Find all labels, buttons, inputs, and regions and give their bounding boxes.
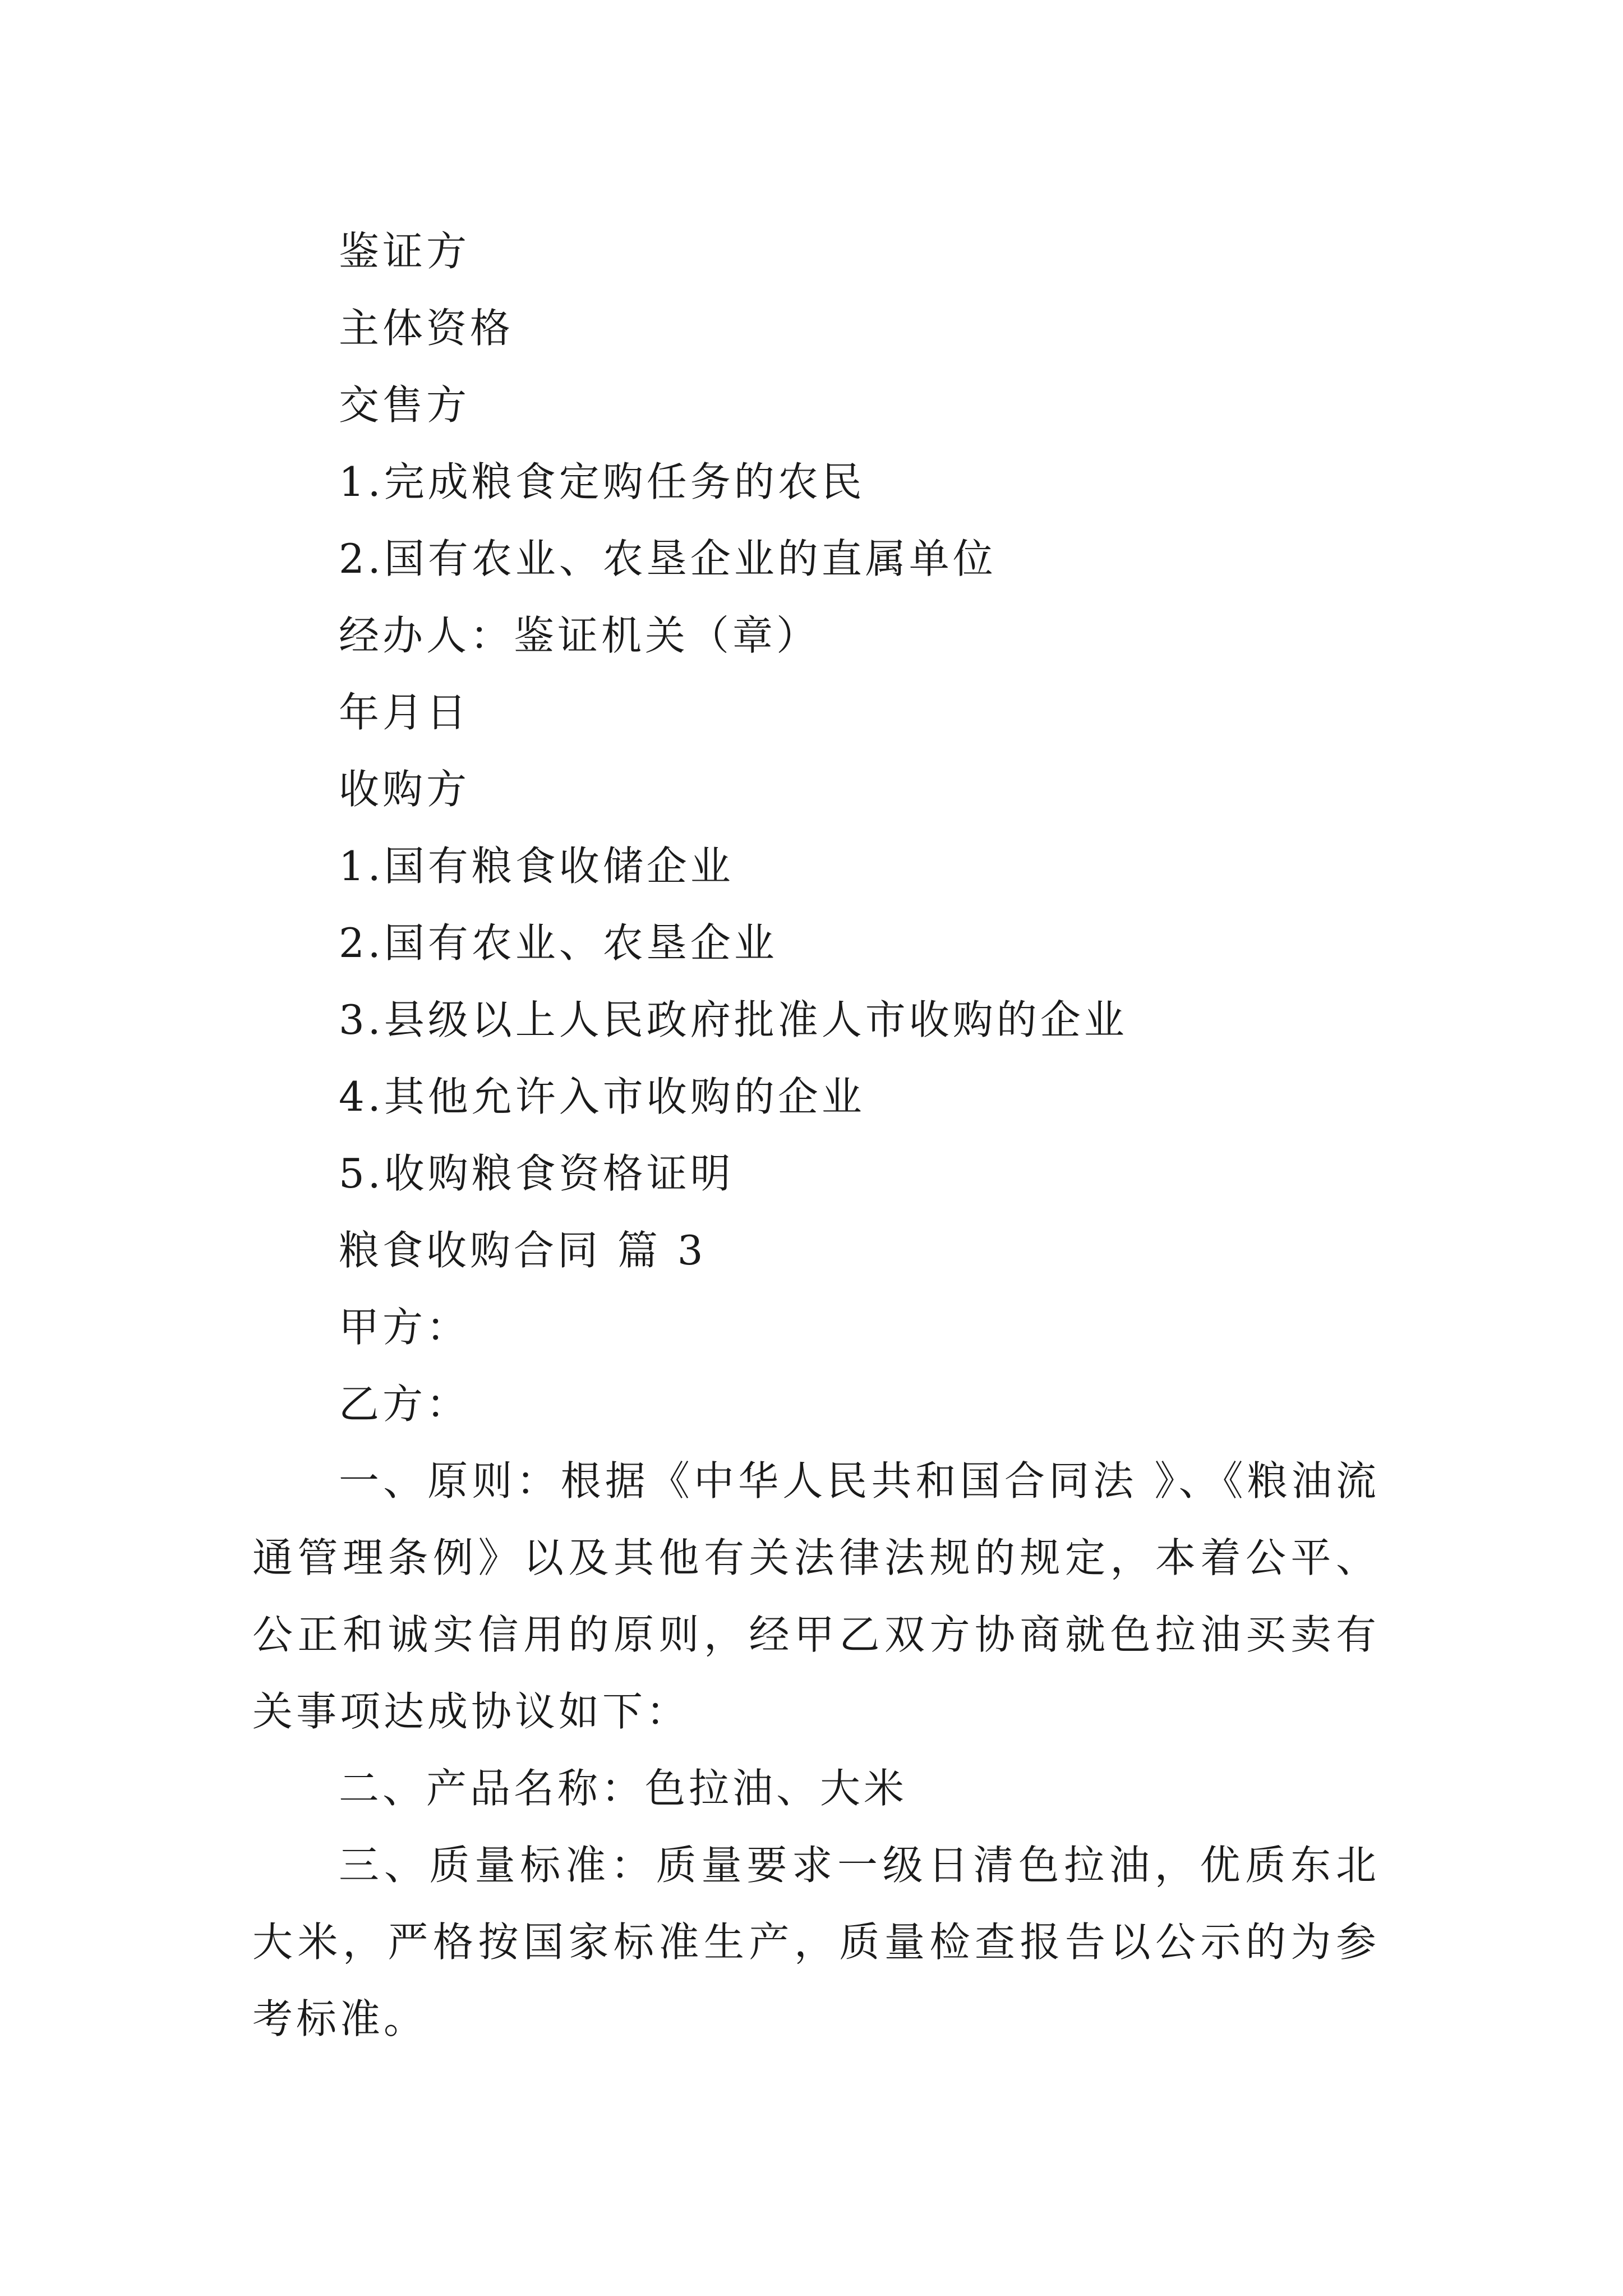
text-line: 经办人：鉴证机关（章） <box>339 612 820 659</box>
list-item: 2.国有农业、农垦企业的直属单位 <box>339 535 997 582</box>
list-item: 1.完成粮食定购任务的农民 <box>339 458 865 505</box>
list-item: 4.其他允许入市收购的企业 <box>339 1073 865 1120</box>
paragraph: 一、原则：根据《中华人民共和国合同法 》、《粮油流通管理条例》以及其他有关法律法规的规定，本着公平、公正和诚实信用的原则，经甲乙双方协商就色拉油买卖有关事项达成协议如下： <box>252 1457 1380 1735</box>
section-title: 粮食收购合同 篇 3 <box>339 1227 707 1274</box>
list-item: 1.国有粮食收储企业 <box>339 843 734 890</box>
list-item: 5.收购粮食资格证明 <box>339 1150 734 1197</box>
text-line: 主体资格 <box>339 305 514 352</box>
text-line: 交售方 <box>339 381 471 429</box>
paragraph: 二、产品名称：色拉油、大米 <box>339 1765 908 1812</box>
party-a-label: 甲方： <box>339 1304 471 1351</box>
text-line: 年月日 <box>339 689 471 736</box>
paragraph: 三、质量标准：质量要求一级日清色拉油，优质东北大米，严格按国家标准生产，质量检查报告以公示的为参考标准。 <box>252 1842 1380 2042</box>
document-body <box>252 213 1380 2058</box>
text-line: 鉴证方 <box>339 228 471 275</box>
list-item: 3.县级以上人民政府批准人市收购的企业 <box>339 996 1128 1043</box>
party-b-label: 乙方： <box>339 1381 471 1428</box>
list-item: 2.国有农业、农垦企业 <box>339 919 778 967</box>
text-line: 收购方 <box>339 766 471 813</box>
